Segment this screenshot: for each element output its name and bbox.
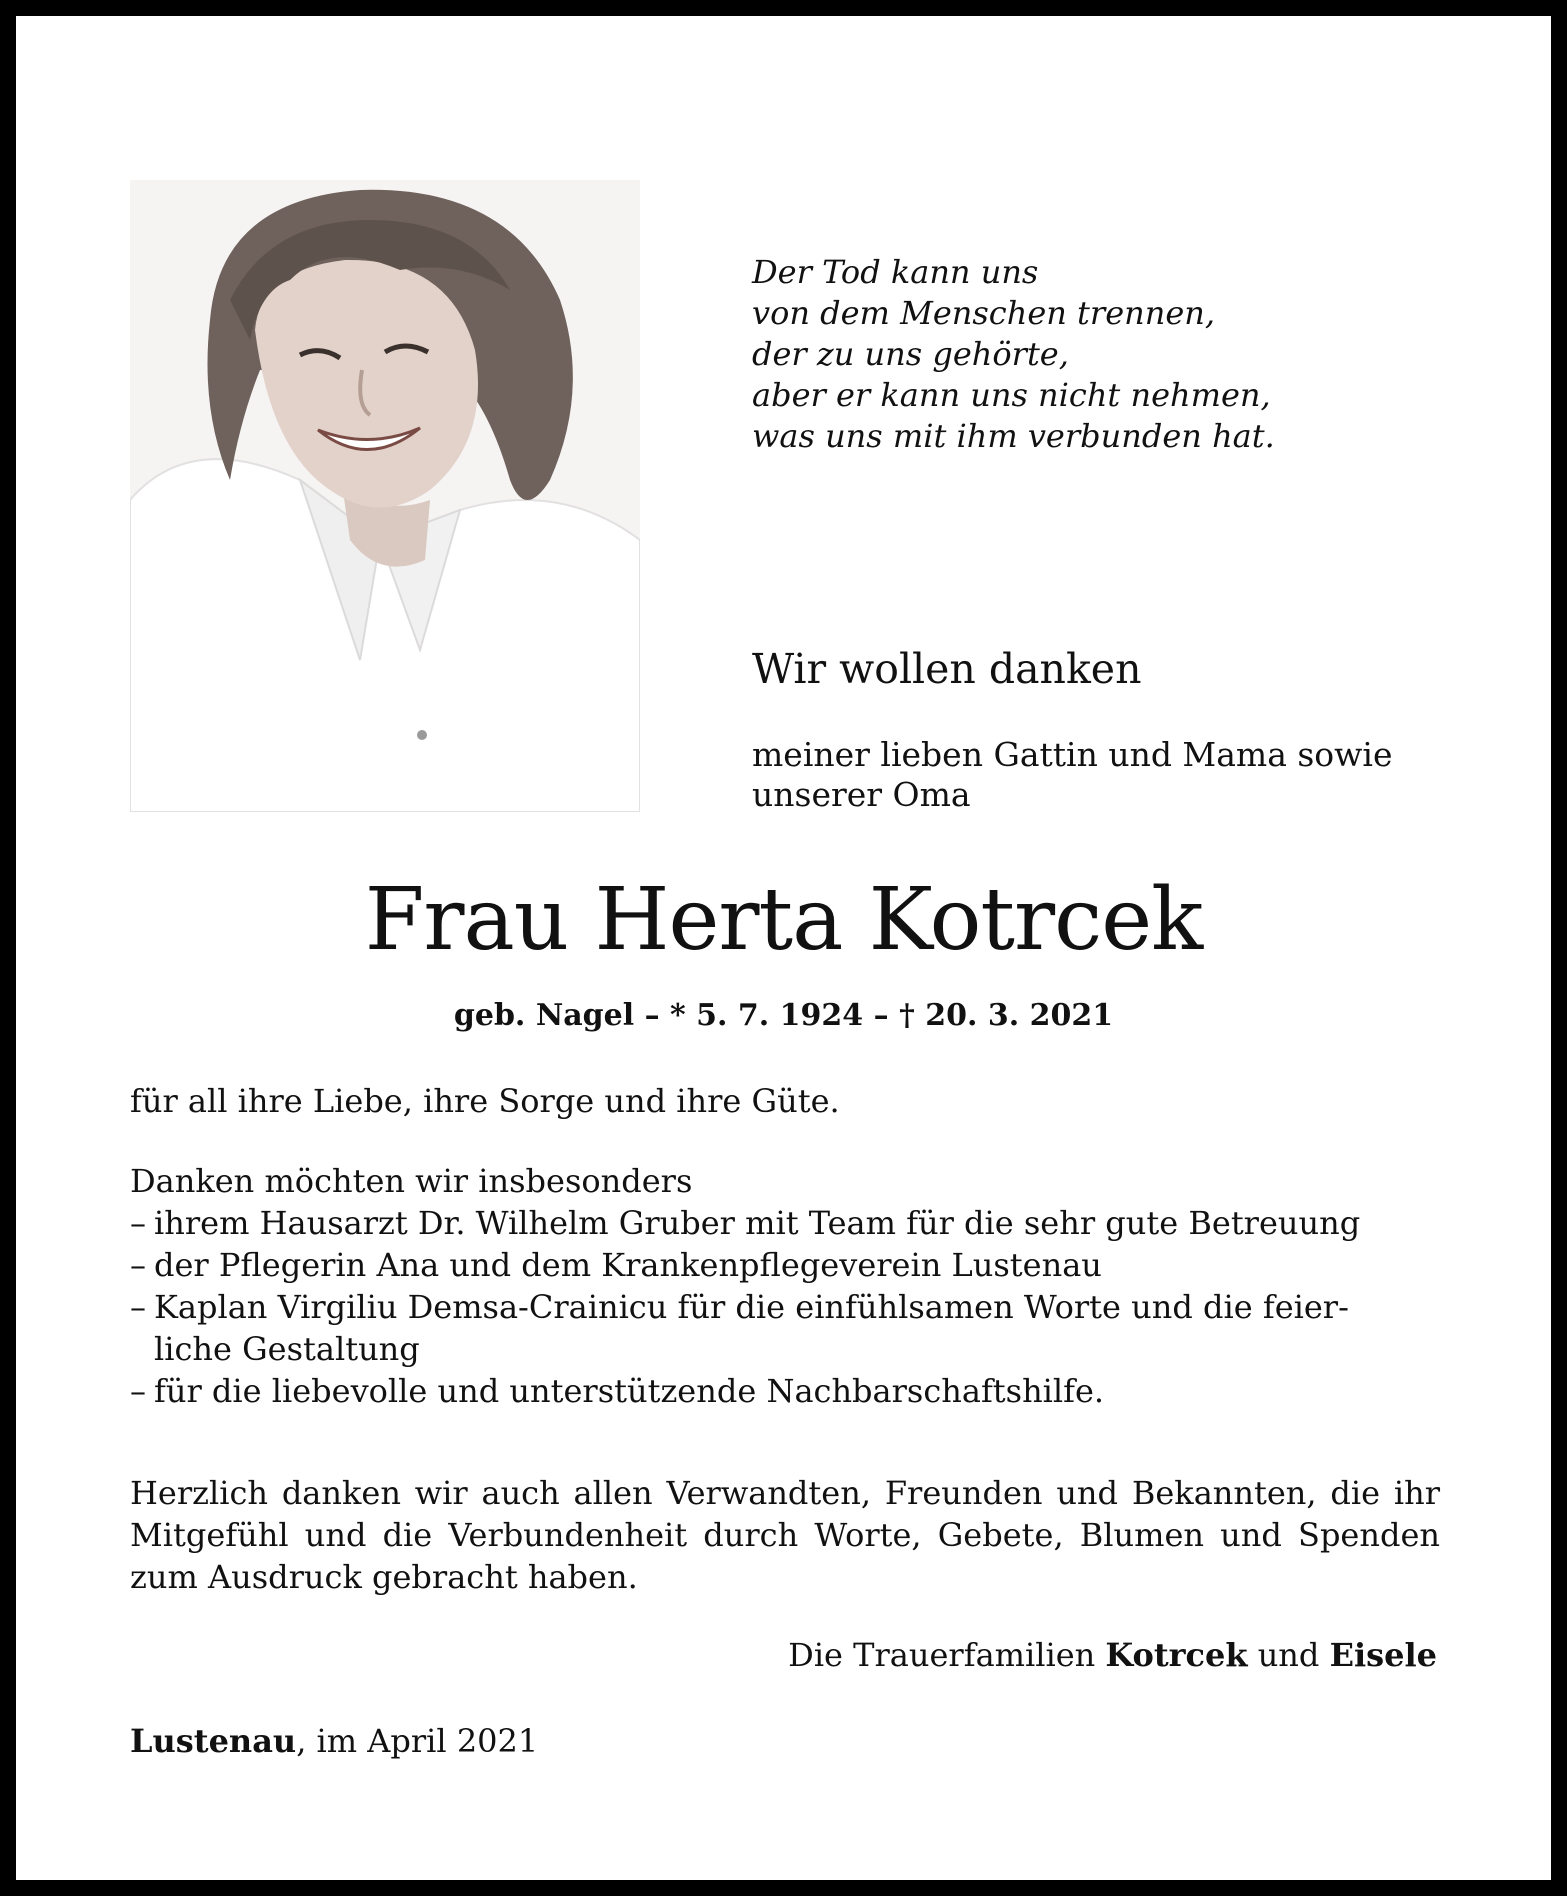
deceased-name: Frau Herta Kotrcek [364, 870, 1203, 970]
place-name: Lustenau [130, 1722, 297, 1760]
signature-prefix: Die Trauerfamilien [788, 1636, 1096, 1674]
date-text: , im April 2021 [296, 1722, 539, 1760]
portrait-photo [130, 180, 640, 812]
thanks-sub-line: unserer Oma [752, 775, 971, 814]
poem-line: Der Tod kann uns [752, 253, 1039, 291]
list-item: – der Pflegerin Ana und dem Krankenpflegeverein Lustenau [130, 1244, 1450, 1286]
special-thanks-heading: Danken möchten wir insbesonders [130, 1162, 693, 1200]
thanks-list [130, 1202, 1450, 1412]
thanks-heading: Wir wollen danken [752, 645, 1142, 693]
poem-line: der zu uns gehörte, [752, 335, 1069, 373]
list-item-continuation: liche Gestaltung [154, 1330, 420, 1368]
family-name: Kotrcek [1105, 1636, 1248, 1674]
life-dates: geb. Nagel – * 5. 7. 1924 – † 20. 3. 2021 [453, 998, 1114, 1033]
poem-line: aber er kann uns nicht nehmen, [752, 376, 1271, 414]
memorial-poem [752, 252, 1472, 457]
thanks-subheading [752, 735, 1393, 815]
family-name: Eisele [1329, 1636, 1437, 1674]
poem-line: was uns mit ihm verbunden hat. [752, 417, 1275, 455]
closing-text: Herzlich danken wir auch allen Verwandten, Freunden und Bekannten, die ihr Mitgefühl und die Verbundenheit durch Worte, Gebete, Blumen und Spenden zum Ausdruck gebracht haben. [130, 1474, 1440, 1596]
thanks-sub-line: meiner lieben Gattin und Mama sowie [752, 735, 1393, 774]
signature [788, 1636, 1437, 1674]
list-item: – Kaplan Virgiliu Demsa-Crainicu für die einfühlsamen Worte und die feier- [130, 1286, 1450, 1328]
poem-line: von dem Menschen trennen, [752, 294, 1216, 332]
signature-joiner: und [1257, 1636, 1320, 1674]
intro-text: für all ihre Liebe, ihre Sorge und ihre Güte. [130, 1082, 840, 1120]
list-item: – ihrem Hausarzt Dr. Wilhelm Gruber mit Team für die sehr gute Betreuung [130, 1202, 1450, 1244]
place-date [130, 1722, 538, 1760]
list-item: – für die liebevolle und unterstützende Nachbarschaftshilfe. [130, 1370, 1450, 1412]
